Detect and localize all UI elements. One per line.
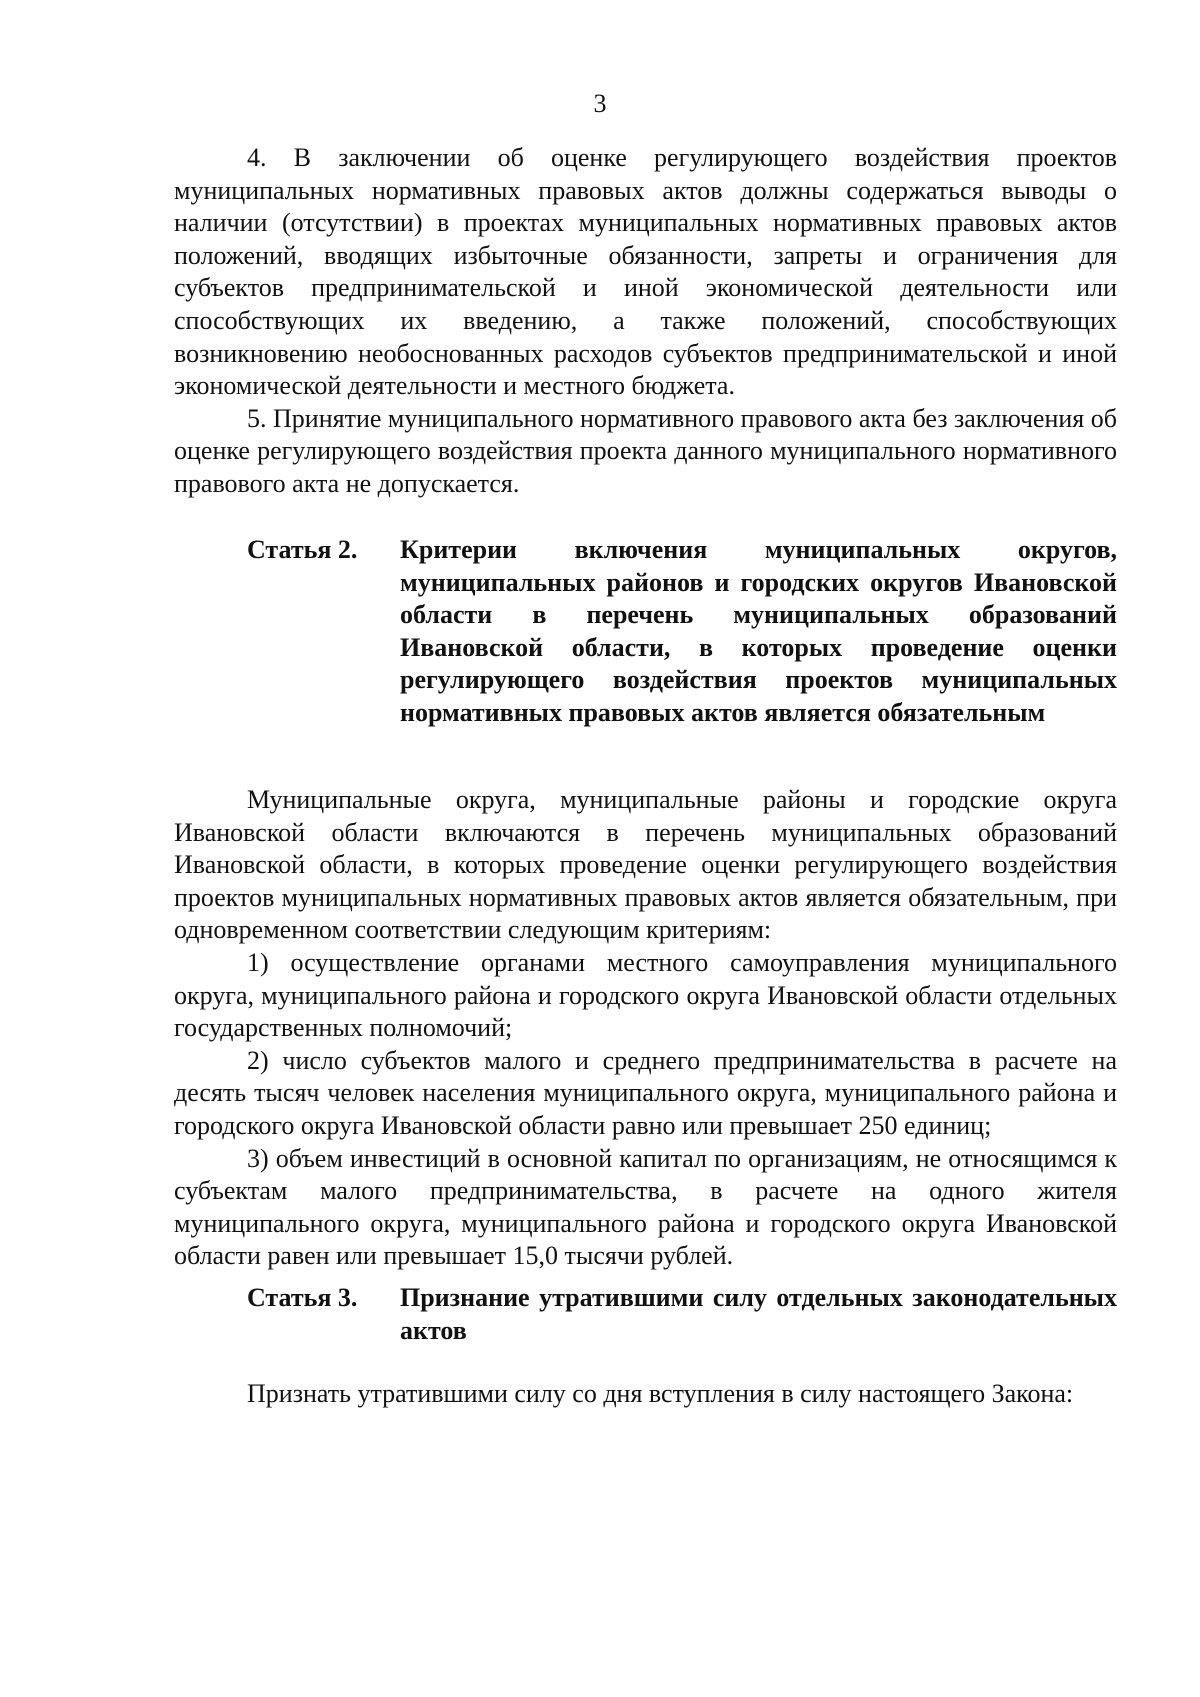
paragraph-item-5: 5. Принятие муниципального нормативного правового акта без заключения об оценке регулирующего воздействия проекта данного муниципального нормативного правового акта не допускается. [174,403,1117,498]
article-3-paragraph: Признать утратившими силу со дня вступления в силу настоящего Закона: [247,1379,1074,1408]
criterion-2: 2) число субъектов малого и среднего предпринимательства в расчете на десять тысяч человек населения муниципального округа, муниципального района и городского округа Ивановской области равно или превышает 250 единиц; [174,1045,1117,1140]
criterion-1: 1) осуществление органами местного самоуправления муниципального округа, муниципального района и городского округа Ивановской области отдельных государственных полномочий; [174,947,1117,1043]
article-3-label: Статья 3. [247,1283,358,1312]
article-3-heading [174,1282,1117,1352]
section-1-tail [174,142,1117,501]
article-2-intro-paragraph: Муниципальные округа, муниципальные районы и городские округа Ивановской области включаются в перечень муниципальных образований Ивановской области, в которых проведение оценки регулирующего воздействия проектов муниципальных нормативных правовых актов является обязательным, при одновременном соответствии следующим критериям: [174,785,1117,945]
paragraph-item-4: 4. В заключении об оценке регулирующего воздействия проектов муниципальных нормативных правовых актов должны содержаться выводы о наличии (отсутствии) в проектах муниципальных нормативных правовых актов положений, вводящих избыточные обязанности, запреты и ограничения для субъектов предпринимательской и иной экономической деятельности или способствующих их введению, а также положений, способствующих возникновению необоснованных расходов субъектов предпринимательской и иной экономической деятельности и местного бюджета. [174,143,1117,401]
page-number: 3 [593,89,607,118]
criterion-3: 3) объем инвестиций в основной капитал по организациям, не относящимся к субъектам малого предпринимательства, в расчете на одного жителя муниципального округа, муниципального района и городского округа Ивановской области равен или превышает 15,0 тысячи рублей. [174,1143,1117,1271]
article-3-body [174,1378,1117,1411]
article-3-title: Признание утратившими силу отдельных законодательных актов [400,1283,1117,1345]
article-2-heading [174,534,1117,764]
article-2-body [174,784,1117,1273]
article-2-title: Критерии включения муниципальных округов, муниципальных районов и городских округов Ивановской области в перечень муниципальных образований Ивановской области, в которых проведение оценки регулирующего воздействия проектов муниципальных нормативных правовых актов является обязательным [400,535,1117,727]
article-2-label: Статья 2. [247,535,358,564]
